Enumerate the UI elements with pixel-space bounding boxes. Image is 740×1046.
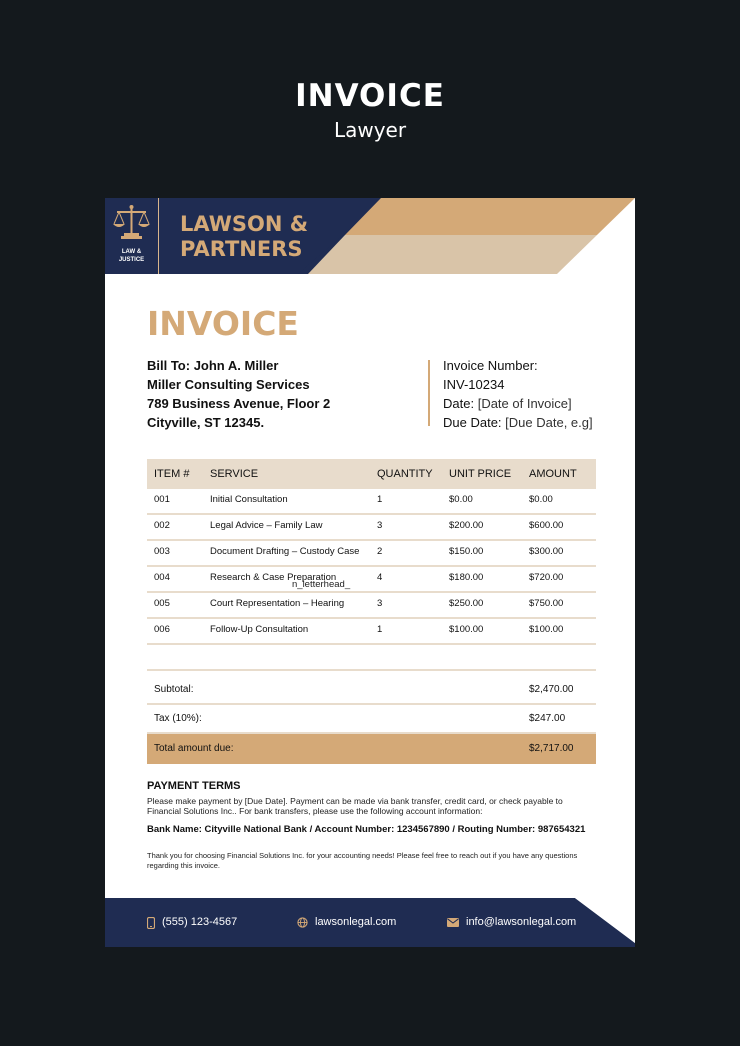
cell-unit-price: $100.00 [449,624,484,635]
subtotal-row [147,676,596,705]
table-row [147,567,596,593]
bill-to-street: 789 Business Avenue, Floor 2 [147,396,331,411]
cell-amount: $750.00 [529,598,564,609]
payment-terms-text: Please make payment by [Due Date]. Payment can be made via bank transfer, credit card, or check payable to Financial Solutions Inc.. For bank transfers, please use the following account information: [147,796,563,816]
invoice-date [443,394,593,413]
header-service: SERVICE [210,468,259,480]
cell-amount: $600.00 [529,520,564,531]
cell-service: Follow-Up Consultation [210,624,309,635]
logo-text-line-1: LAW & [121,249,142,255]
cell-unit-price: $200.00 [449,520,484,531]
cell-item: 001 [154,494,170,505]
cell-item: 005 [154,598,170,609]
date-value: [Date of Invoice] [477,396,572,411]
email-text: info@lawsonlegal.com [466,916,577,928]
date-label: Date: [443,396,475,411]
poster-title: INVOICE [295,78,445,114]
website-text: lawsonlegal.com [315,916,397,928]
phone-icon [147,917,155,929]
cell-quantity: 2 [377,546,383,557]
cell-amount: $720.00 [529,572,564,583]
cell-service: Initial Consultation [210,494,288,505]
invoice-heading: INVOICE [147,304,299,343]
overlay-text: n_letterhead_ [292,579,351,590]
payment-terms-title: PAYMENT TERMS [147,780,241,792]
logo [105,198,159,274]
cell-item: 002 [154,520,170,531]
cell-quantity: 4 [377,572,383,583]
header-quantity: QUANTITY [377,468,433,480]
bill-to-block [147,356,330,432]
firm-name-line-2: PARTNERS [180,237,303,261]
invoice-page [105,198,635,947]
meta-divider [428,360,430,426]
phone-text: (555) 123-4567 [162,916,238,928]
logo-text-line-2: JUSTICE [118,257,145,263]
footer-phone[interactable] [147,898,237,947]
invoice-due-date [443,413,593,432]
cell-quantity: 1 [377,494,383,505]
mail-icon [447,918,459,927]
scales-of-justice-icon [105,198,158,246]
tax-value: $247.00 [529,713,566,724]
cell-quantity: 1 [377,624,383,635]
invoice-number-label: Invoice Number: [443,358,538,373]
totals-block [147,676,596,764]
footer-email[interactable] [447,898,576,947]
invoice-number: INV-10234 [443,377,505,392]
header-unit-price: UNIT PRICE [449,468,512,480]
cell-item: 003 [154,546,170,557]
thank-you-note: Thank you for choosing Financial Solutions Inc. for your accounting needs! Please feel free to reach out if you have any questions regarding this invoice. [147,851,578,870]
total-row [147,734,596,764]
cell-amount: $0.00 [529,494,553,505]
firm-name [180,212,308,262]
subtotal-value: $2,470.00 [529,684,574,695]
header-amount: AMOUNT [529,468,577,480]
logo-text [105,248,158,264]
cell-unit-price: $0.00 [449,494,473,505]
table-row [147,619,596,645]
cell-service: Legal Advice – Family Law [210,520,323,531]
cell-service: Document Drafting – Custody Case [210,546,360,557]
globe-icon [297,917,308,928]
cell-service: Research & Case Preparation [210,572,337,583]
total-label: Total amount due: [154,743,234,754]
poster-subtitle: Lawyer [333,118,407,142]
tax-row [147,705,596,734]
cell-unit-price: $180.00 [449,572,484,583]
total-value: $2,717.00 [529,743,574,754]
tax-label: Tax (10%): [154,713,202,724]
due-value: [Due Date, e.g] [505,415,593,430]
cell-amount: $300.00 [529,546,564,557]
cell-item: 006 [154,624,170,635]
table-row [147,541,596,567]
bill-to-city: Cityville, ST 12345. [147,415,265,430]
header-item: ITEM # [154,468,190,480]
table-row [147,515,596,541]
due-label: Due Date: [443,415,502,430]
table-row-empty [147,645,596,671]
cell-amount: $100.00 [529,624,564,635]
table-header [147,459,596,489]
subtotal-label: Subtotal: [154,684,194,695]
cell-quantity: 3 [377,598,383,609]
table-row [147,489,596,515]
cell-quantity: 3 [377,520,383,531]
bill-to-company: Miller Consulting Services [147,377,310,392]
invoice-meta [443,356,593,432]
firm-name-line-1: LAWSON & [180,212,309,236]
cell-unit-price: $150.00 [449,546,484,557]
bank-details: Bank Name: Cityville National Bank / Account Number: 1234567890 / Routing Number: 987654321 [147,824,586,835]
cell-unit-price: $250.00 [449,598,484,609]
footer-website[interactable] [297,898,396,947]
line-items-table [147,459,596,671]
table-row [147,593,596,619]
cell-service: Court Representation – Hearing [210,598,345,609]
bill-to-name: Bill To: John A. Miller [147,358,279,373]
cell-item: 004 [154,572,170,583]
